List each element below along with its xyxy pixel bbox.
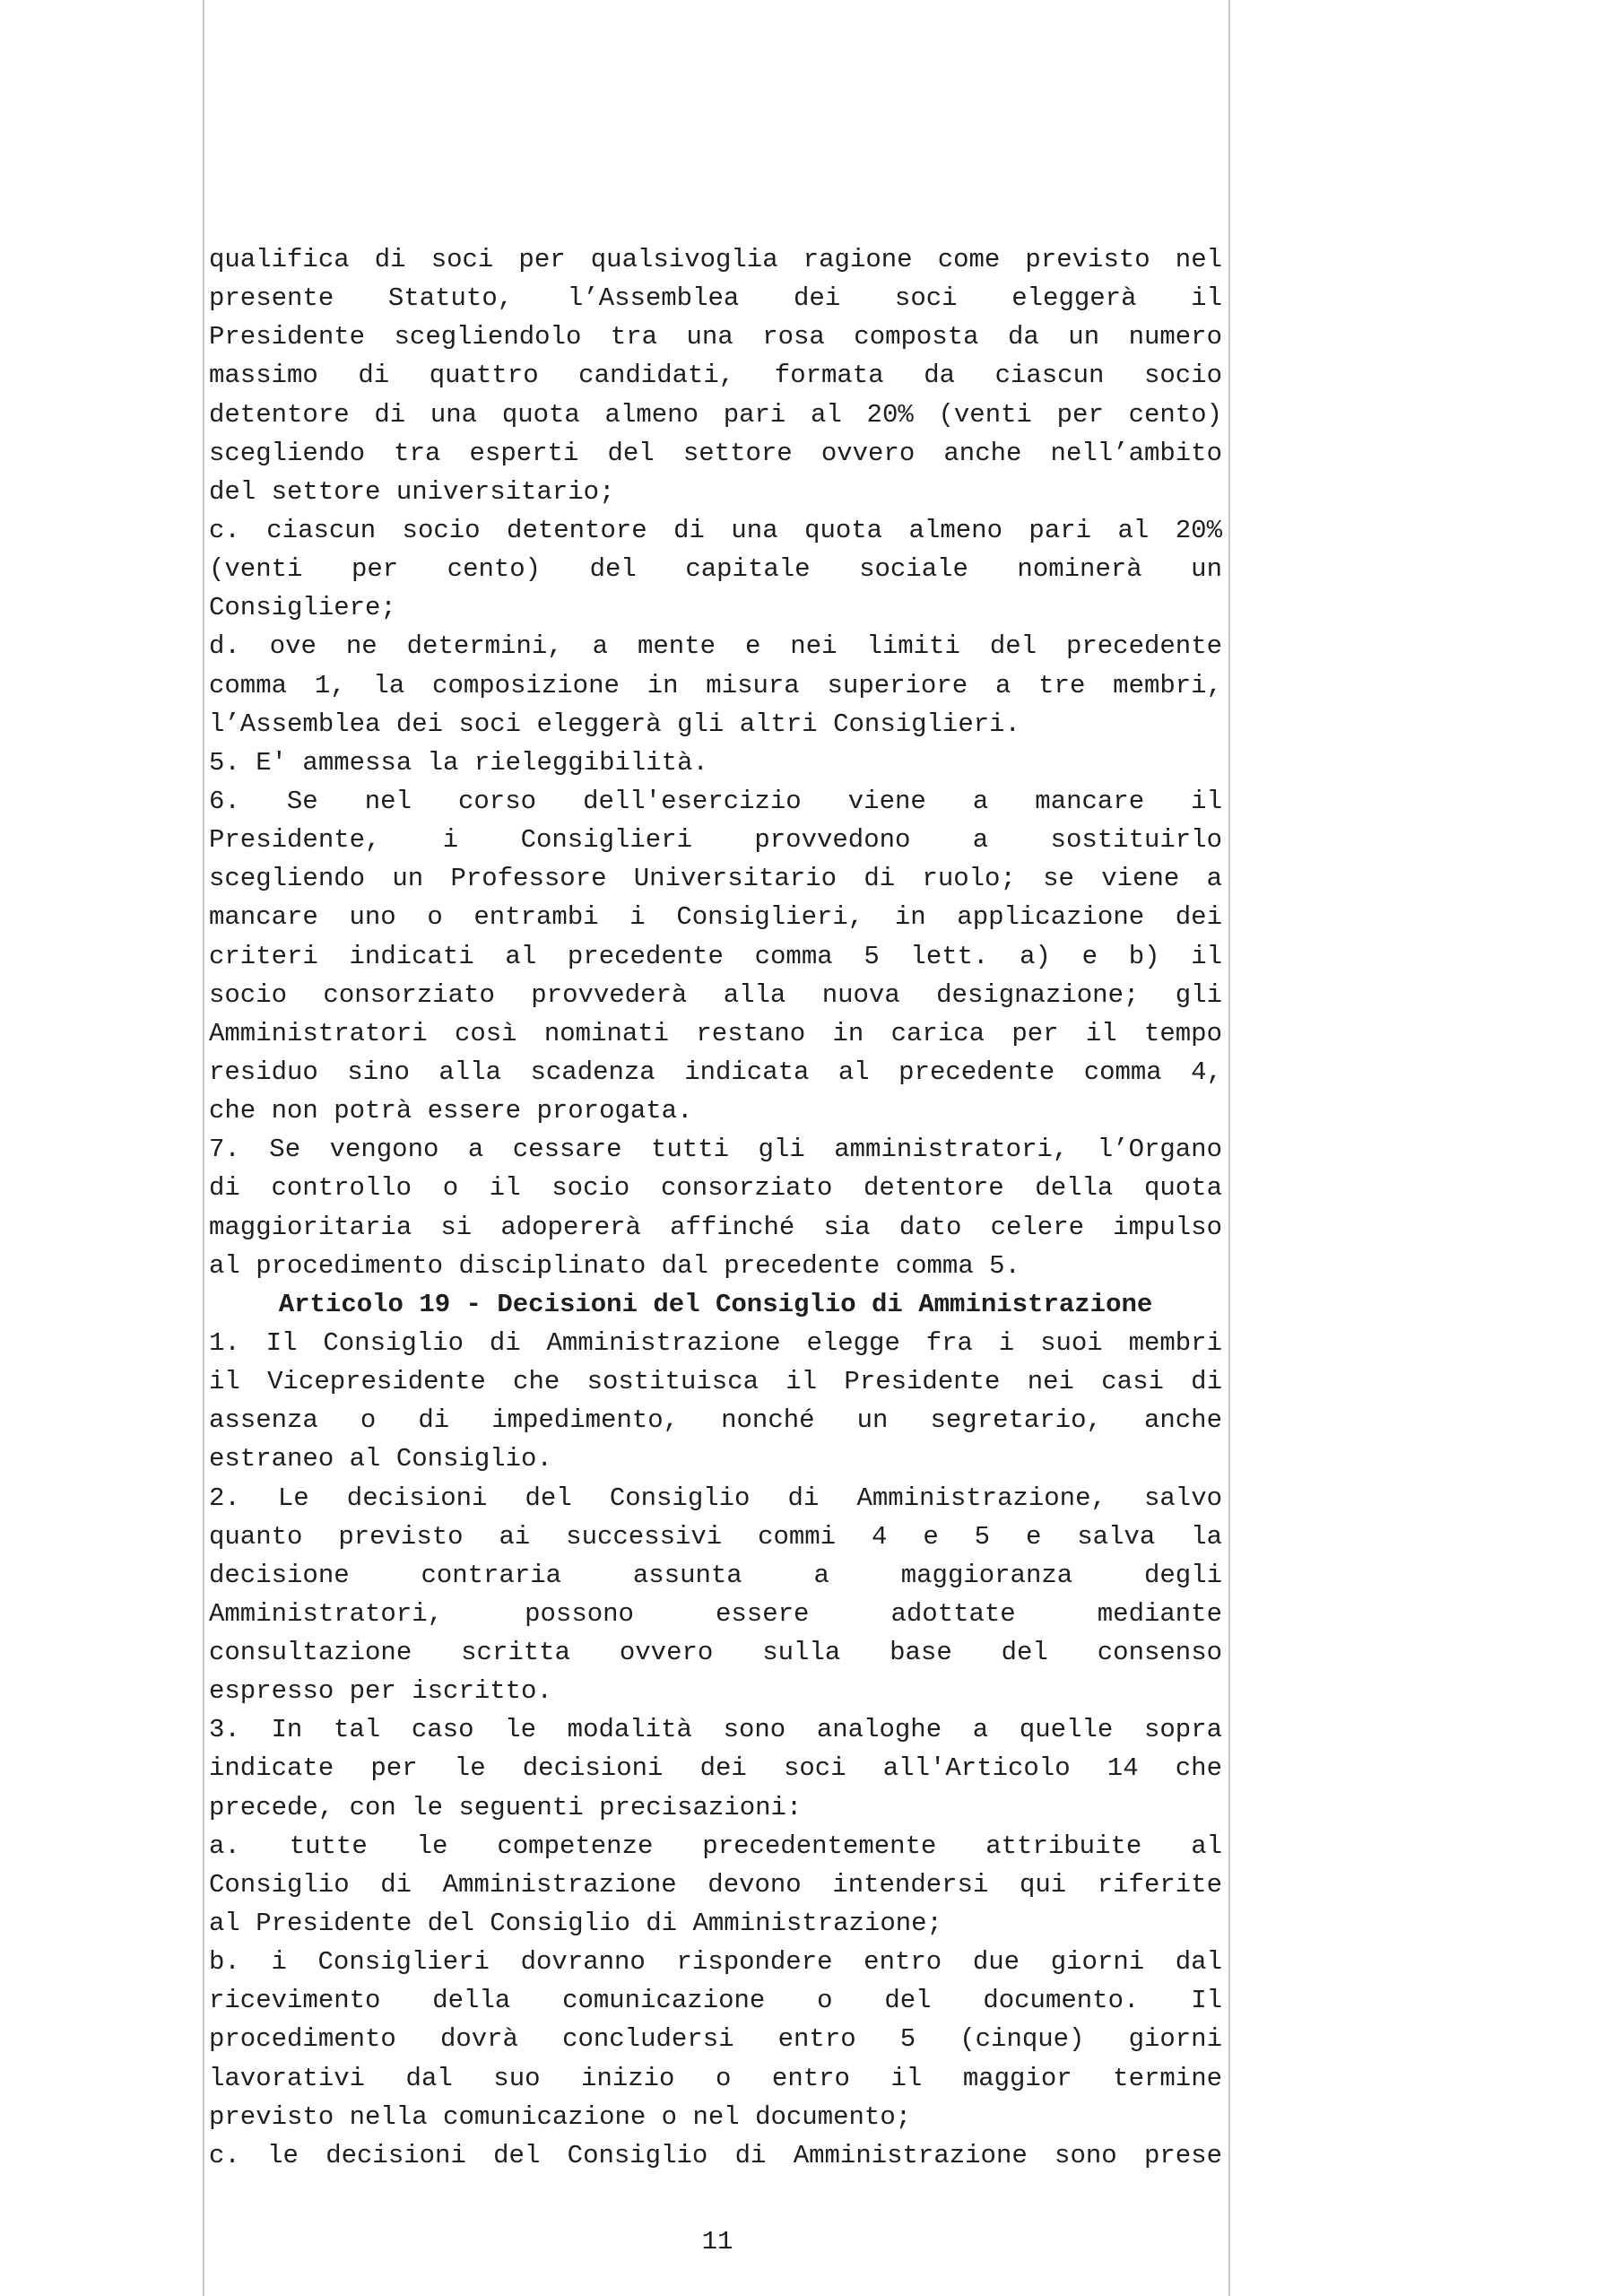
text-line: maggioritaria si adopererà affinché sia dato celere impulso (209, 1212, 1222, 1242)
text-line: 6. Se nel corso dell'esercizio viene a mancare il (209, 786, 1222, 816)
left-margin-rule (203, 0, 204, 2296)
text-line: consultazione scritta ovvero sulla base del consenso (209, 1638, 1222, 1668)
text-line: espresso per iscritto. (209, 1676, 552, 1707)
text-line: quanto previsto ai successivi commi 4 e 5 e salva la (209, 1521, 1222, 1552)
text-line: Presidente scegliendolo tra una rosa composta da un numero (209, 322, 1222, 352)
text-line: precede, con le seguenti precisazioni: (209, 1792, 803, 1822)
section-heading: Articolo 19 - Decisioni del Consiglio di Amministrazione (278, 1289, 1153, 1319)
text-line: lavorativi dal suo inizio o entro il maggior termine (209, 2063, 1222, 2093)
text-line: al procedimento disciplinato dal precedente comma 5. (209, 1250, 1020, 1281)
text-line: che non potrà essere prorogata. (209, 1096, 693, 1126)
text-line: criteri indicati al precedente comma 5 lett. a) e b) il (209, 941, 1222, 971)
text-line: scegliendo un Professore Universitario di ruolo; se viene a (209, 864, 1222, 894)
text-line: Amministratori, possono essere adottate mediante (209, 1598, 1222, 1629)
text-line: 7. Se vengono a cessare tutti gli amministratori, l’Organo (209, 1135, 1222, 1165)
text-line: procedimento dovrà concludersi entro 5 (cinque) giorni (209, 2024, 1222, 2055)
text-line: d. ove ne determini, a mente e nei limiti del precedente (209, 631, 1222, 662)
text-line: l’Assemblea dei soci eleggerà gli altri Consiglieri. (209, 709, 1020, 739)
text-line: b. i Consiglieri dovranno rispondere entro due giorni dal (209, 1947, 1222, 1978)
text-line: 1. Il Consiglio di Amministrazione elegge fra i suoi membri (209, 1327, 1222, 1358)
text-line: di controllo o il socio consorziato detentore della quota (209, 1173, 1222, 1204)
text-line: Amministratori così nominati restano in carica per il tempo (209, 1018, 1222, 1048)
text-line: presente Statuto, l’Assemblea dei soci eleggerà il (209, 283, 1222, 314)
text-line: detentore di una quota almeno pari al 20% (venti per cento) (209, 399, 1222, 430)
text-line: del settore universitario; (209, 476, 615, 507)
text-line: 3. In tal caso le modalità sono analoghe a quelle sopra (209, 1715, 1222, 1745)
page-number: 11 (701, 2227, 733, 2257)
text-line: previsto nella comunicazione o nel documento; (209, 2101, 912, 2132)
text-line: 5. E' ammessa la rieleggibilità. (209, 747, 708, 778)
right-margin-rule (1228, 0, 1230, 2296)
text-line: estraneo al Consiglio. (209, 1444, 552, 1474)
text-line: mancare uno o entrambi i Consiglieri, in applicazione dei (209, 902, 1222, 933)
text-line: (venti per cento) del capitale sociale nominerà un (209, 554, 1222, 585)
text-line: indicate per le decisioni dei soci all'Articolo 14 che (209, 1753, 1222, 1784)
text-line: Presidente, i Consiglieri provvedono a sostituirlo (209, 825, 1222, 856)
text-line: assenza o di impedimento, nonché un segretario, anche (209, 1405, 1222, 1436)
text-line: al Presidente del Consiglio di Amministrazione; (209, 1909, 942, 1939)
text-line: comma 1, la composizione in misura superiore a tre membri, (209, 670, 1222, 700)
text-line: c. le decisioni del Consiglio di Amministrazione sono prese (209, 2140, 1222, 2170)
text-line: scegliendo tra esperti del settore ovvero anche nell’ambito (209, 438, 1222, 468)
text-line: Consigliere; (209, 593, 396, 623)
text-line: socio consorziato provvederà alla nuova designazione; gli (209, 979, 1222, 1010)
text-line: c. ciascun socio detentore di una quota almeno pari al 20% (209, 515, 1222, 545)
document-body (209, 240, 1222, 2175)
text-line: ricevimento della comunicazione o del documento. Il (209, 1986, 1222, 2016)
text-line: il Vicepresidente che sostituisca il Presidente nei casi di (209, 1367, 1222, 1397)
text-line: qualifica di soci per qualsivoglia ragione come previsto nel (209, 245, 1222, 274)
text-line: decisione contraria assunta a maggioranza degli (209, 1560, 1222, 1590)
text-line: 2. Le decisioni del Consiglio di Amministrazione, salvo (209, 1483, 1222, 1513)
text-line: massimo di quattro candidati, formata da ciascun socio (209, 361, 1222, 391)
text-line: a. tutte le competenze precedentemente attribuite al (209, 1831, 1222, 1861)
text-line: Consiglio di Amministrazione devono intendersi qui riferite (209, 1869, 1222, 1900)
text-line: residuo sino alla scadenza indicata al precedente comma 4, (209, 1057, 1222, 1087)
